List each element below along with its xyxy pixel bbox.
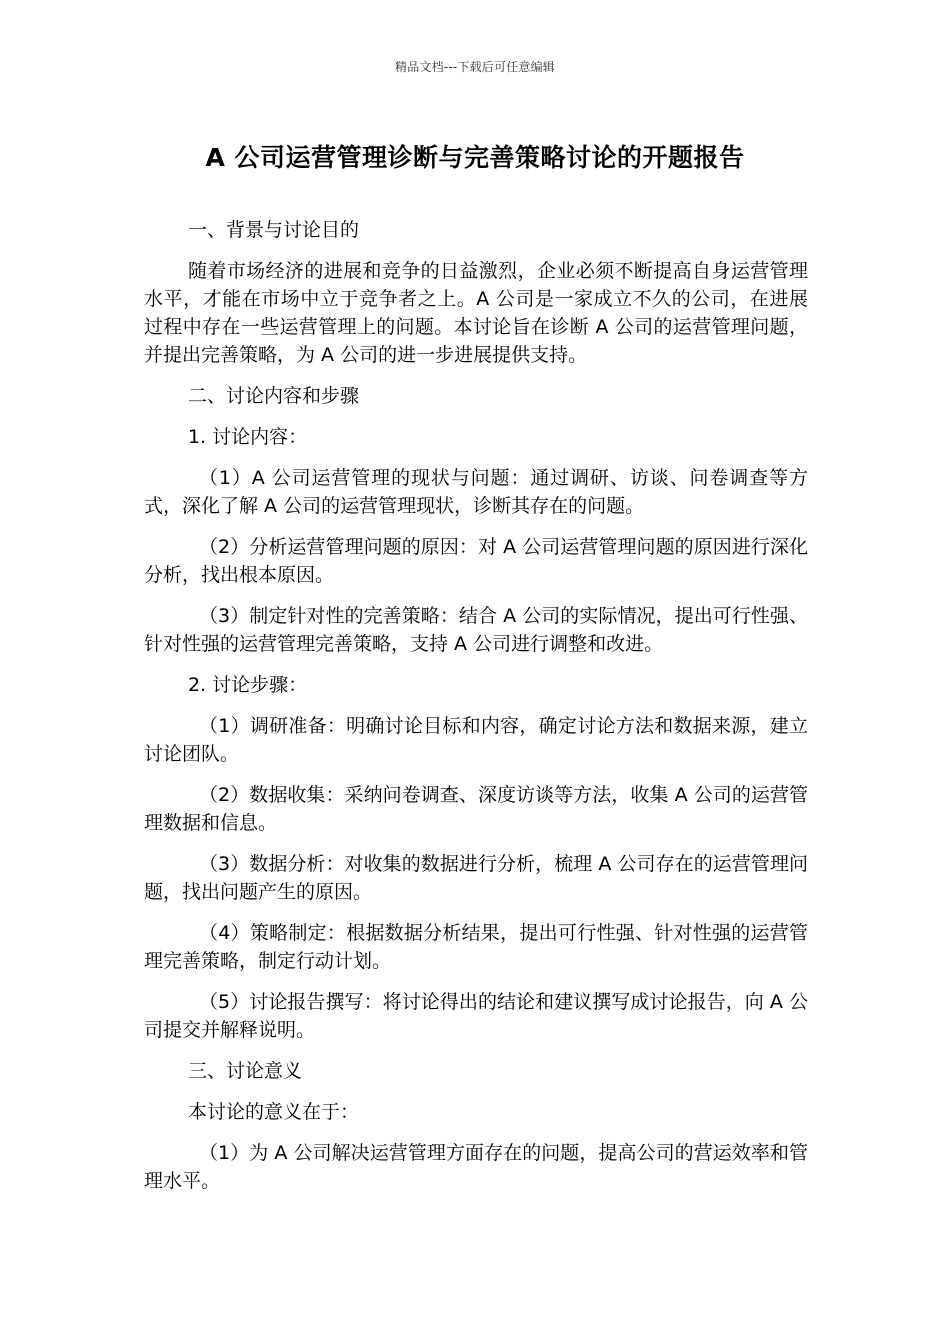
section-heading-background: 一、背景与讨论目的 [188, 219, 360, 241]
list-item-step-3: （3）数据分析：对收集的数据进行分析，梳理 A 公司存在的运营管理问题，找出问题产生的原因。 [144, 853, 808, 903]
document-title: A 公司运营管理诊断与完善策略讨论的开题报告 [205, 143, 745, 172]
list-item-step-2: （2）数据收集：采纳问卷调查、深度访谈等方法，收集 A 公司的运营管理数据和信息。 [144, 784, 808, 834]
paragraph-significance-intro: 本讨论的意义在于： [188, 1101, 360, 1123]
section-heading-significance: 三、讨论意义 [188, 1060, 303, 1082]
list-item-step-5: （5）讨论报告撰写：将讨论得出的结论和建议撰写成讨论报告，向 A 公司提交并解释说明。 [144, 991, 808, 1041]
subheading-content: 1. 讨论内容： [188, 426, 308, 448]
list-item-significance-1: （1）为 A 公司解决运营管理方面存在的问题，提高公司的营运效率和管理水平。 [144, 1142, 808, 1192]
list-item-content-2: （2）分析运营管理问题的原因：对 A 公司运营管理问题的原因进行深化分析，找出根本原因。 [144, 536, 808, 586]
list-item-content-3: （3）制定针对性的完善策略：结合 A 公司的实际情况，提出可行性强、针对性强的运营管理完善策略，支持 A 公司进行调整和改进。 [144, 605, 808, 655]
list-item-step-4: （4）策略制定：根据数据分析结果，提出可行性强、针对性强的运营管理完善策略，制定行动计划。 [144, 922, 808, 972]
section-heading-content-steps: 二、讨论内容和步骤 [188, 385, 360, 407]
header-note: 精品文档---下载后可任意编辑 [395, 60, 555, 74]
list-item-step-1: （1）调研准备：明确讨论目标和内容，确定讨论方法和数据来源，建立讨论团队。 [144, 715, 808, 765]
document-body [144, 216, 808, 1208]
list-item-content-1: （1）A 公司运营管理的现状与问题：通过调研、访谈、问卷调查等方式，深化了解 A 公司的运营管理现状，诊断其存在的问题。 [144, 467, 808, 517]
paragraph-background: 随着市场经济的进展和竞争的日益激烈，企业必须不断提高自身运营管理水平，才能在市场中立于竞争者之上。A 公司是一家成立不久的公司，在进展过程中存在一些运营管理上的问题。本讨论旨在诊断 A 公司的运营管理问题，并提出完善策略，为 A 公司的进一步进展提供支持。 [144, 260, 808, 366]
subheading-steps: 2. 讨论步骤： [188, 674, 308, 696]
